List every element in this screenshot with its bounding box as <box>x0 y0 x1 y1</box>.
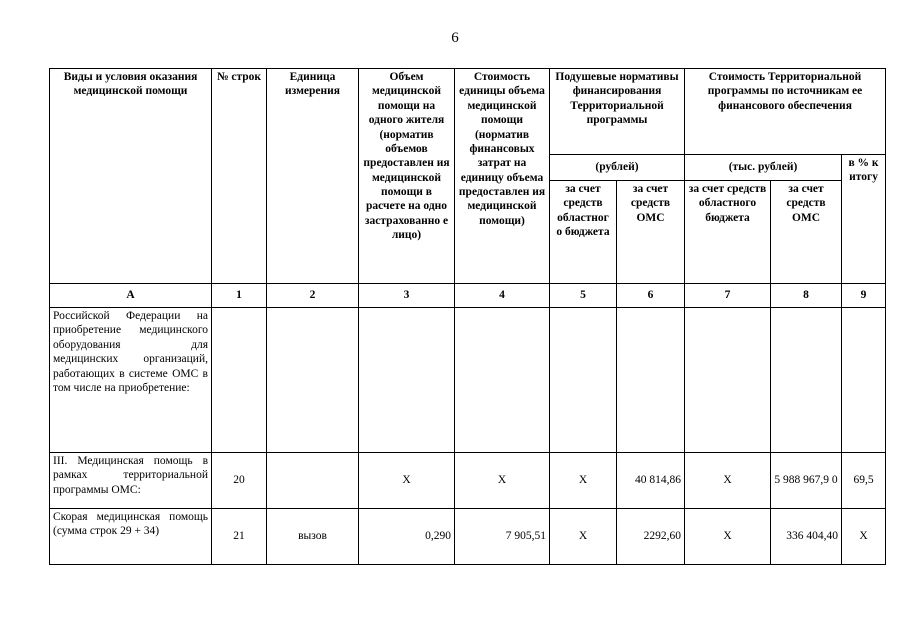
cell-percent <box>842 308 886 453</box>
cell-unit <box>267 308 359 453</box>
row-description: Российской Федерации на приобретение медицинского оборудования для медицинских организаций, работающих в системе ОМС в том числе на приобретение: <box>50 308 212 453</box>
index-cell: 2 <box>267 284 359 308</box>
cell-percent: 69,5 <box>842 453 886 509</box>
header-col-4: Стоимость единицы объема медицинской помощи (норматив финансовых затрат на единицу объема предоставлен ия медицинской помощи) <box>455 69 550 284</box>
header-group-program-cost: Стоимость Территориальной программы по источникам ее финансового обеспечения <box>685 69 886 155</box>
header-group-per-capita: Подушевые нормативы финансирования Территориальной программы <box>550 69 685 155</box>
cell-unit: вызов <box>267 509 359 565</box>
page-number: 6 <box>451 30 459 46</box>
header-unit-ths-rub: (тыс. рублей) <box>685 155 842 181</box>
cell-volume: 0,290 <box>359 509 455 565</box>
table-row <box>50 509 886 565</box>
cell-oms-cost <box>771 308 842 453</box>
index-cell: 7 <box>685 284 771 308</box>
cell-regional-cost <box>685 308 771 453</box>
cell-unit <box>267 453 359 509</box>
funding-table <box>49 68 886 565</box>
cell-oms-per-capita: 40 814,86 <box>617 453 685 509</box>
index-cell: 1 <box>212 284 267 308</box>
cell-volume <box>359 308 455 453</box>
cell-oms-cost: 336 404,40 <box>771 509 842 565</box>
cell-oms-per-capita <box>617 308 685 453</box>
header-col-3: Объем медицинской помощи на одного жителя (норматив объемов предоставлен ия медицинской помощи в расчете на одно застрахованно е лицо) <box>359 69 455 284</box>
index-cell: 5 <box>550 284 617 308</box>
header-col-7: за счет средств областного бюджета <box>685 181 771 284</box>
cell-row-number: 21 <box>212 509 267 565</box>
cell-unit-cost: Х <box>455 453 550 509</box>
header-col-6: за счет средств ОМС <box>617 181 685 284</box>
header-col-1: № строк <box>212 69 267 284</box>
header-unit-rub: (рублей) <box>550 155 685 181</box>
index-cell: 8 <box>771 284 842 308</box>
cell-oms-cost: 5 988 967,9 0 <box>771 453 842 509</box>
cell-regional-cost: Х <box>685 453 771 509</box>
index-cell: 4 <box>455 284 550 308</box>
table-row <box>50 453 886 509</box>
cell-percent: Х <box>842 509 886 565</box>
cell-oms-per-capita: 2292,60 <box>617 509 685 565</box>
cell-regional-per-capita: Х <box>550 509 617 565</box>
cell-row-number <box>212 308 267 453</box>
index-cell: А <box>50 284 212 308</box>
header-col-9: в % к итогу <box>842 155 886 284</box>
header-col-8: за счет средств ОМС <box>771 181 842 284</box>
cell-unit-cost: 7 905,51 <box>455 509 550 565</box>
cell-unit-cost <box>455 308 550 453</box>
index-cell: 9 <box>842 284 886 308</box>
header-col-2: Единица измерения <box>267 69 359 284</box>
row-description: Скорая медицинская помощь (сумма строк 29 + 34) <box>50 509 212 565</box>
cell-regional-per-capita: Х <box>550 453 617 509</box>
cell-regional-per-capita <box>550 308 617 453</box>
header-col-a: Виды и условия оказания медицинской помощи <box>50 69 212 284</box>
cell-row-number: 20 <box>212 453 267 509</box>
index-cell: 3 <box>359 284 455 308</box>
index-cell: 6 <box>617 284 685 308</box>
row-description: III. Медицинская помощь в рамках территориальной программы ОМС: <box>50 453 212 509</box>
table-row <box>50 308 886 453</box>
cell-regional-cost: Х <box>685 509 771 565</box>
header-col-5: за счет средств областног о бюджета <box>550 181 617 284</box>
cell-volume: Х <box>359 453 455 509</box>
